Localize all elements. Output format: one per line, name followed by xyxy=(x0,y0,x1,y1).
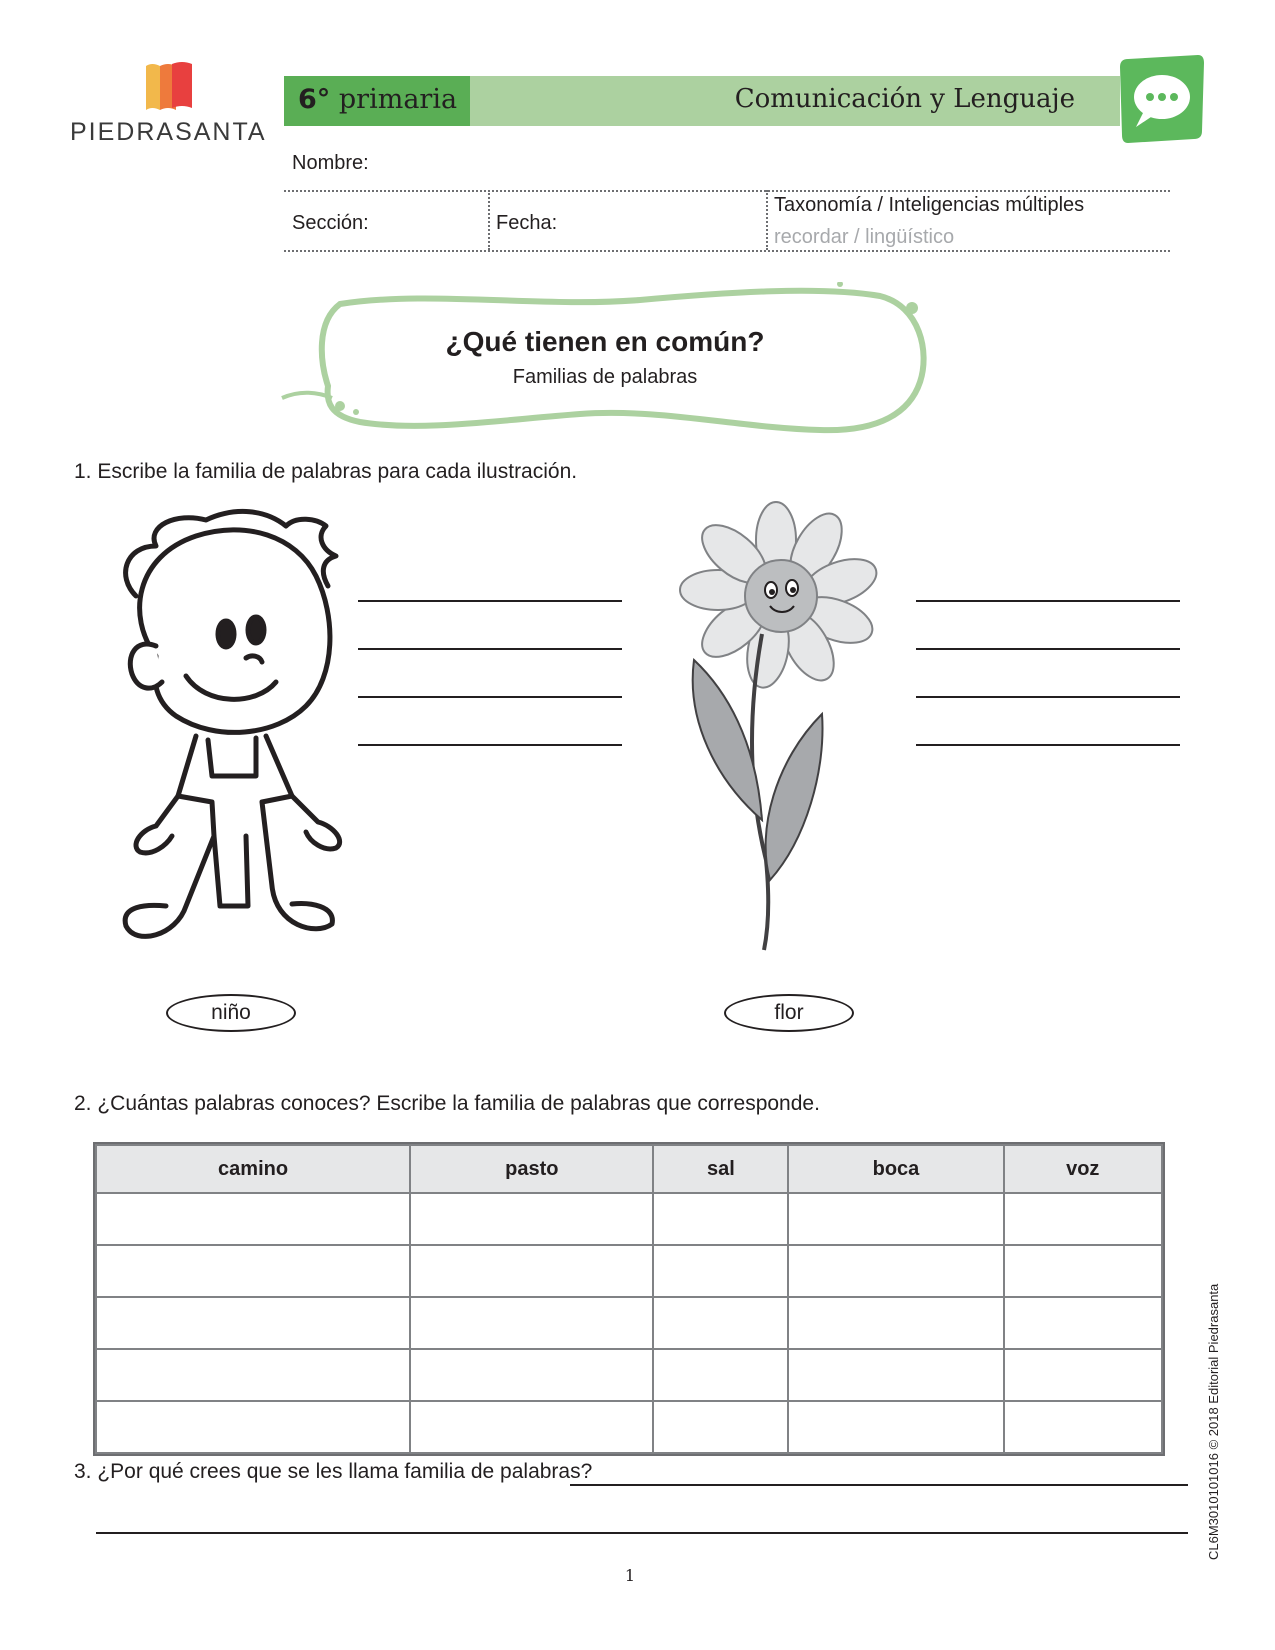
table-row xyxy=(96,1401,1162,1453)
answer-line[interactable] xyxy=(916,744,1180,746)
column-header: voz xyxy=(1004,1145,1163,1193)
flower-label: flor xyxy=(724,994,854,1032)
answer-line[interactable] xyxy=(358,696,622,698)
boy-label: niño xyxy=(166,994,296,1032)
divider xyxy=(766,190,768,250)
answer-line[interactable] xyxy=(916,600,1180,602)
answer-line[interactable] xyxy=(916,696,1180,698)
divider xyxy=(284,190,1170,192)
grade-number: 6° xyxy=(298,84,331,115)
answer-line[interactable] xyxy=(358,600,622,602)
table-cell[interactable] xyxy=(653,1245,788,1297)
table-cell[interactable] xyxy=(788,1349,1003,1401)
page-number: 1 xyxy=(624,1566,636,1585)
answer-line[interactable] xyxy=(358,744,622,746)
boy-illustration xyxy=(96,506,376,986)
table-row xyxy=(96,1349,1162,1401)
brand-logo-icon xyxy=(146,62,198,110)
table-cell[interactable] xyxy=(788,1193,1003,1245)
table-row xyxy=(96,1193,1162,1245)
taxonomy-label: Taxonomía / Inteligencias múltiples xyxy=(774,194,1085,216)
column-header: boca xyxy=(788,1145,1003,1193)
taxonomy-values: recordar / lingüístico xyxy=(774,226,955,248)
table-cell[interactable] xyxy=(1004,1349,1163,1401)
table-cell[interactable] xyxy=(1004,1297,1163,1349)
word-family-table xyxy=(95,1144,1163,1454)
table-cell[interactable] xyxy=(788,1245,1003,1297)
question-1: 1. Escribe la familia de palabras para cada ilustración. xyxy=(74,460,578,483)
table-cell[interactable] xyxy=(1004,1401,1163,1453)
column-header: camino xyxy=(96,1145,410,1193)
table-row xyxy=(96,1245,1162,1297)
table-cell[interactable] xyxy=(96,1401,410,1453)
section-label: Sección: xyxy=(292,212,369,234)
table-cell[interactable] xyxy=(96,1193,410,1245)
grade-badge xyxy=(284,76,470,126)
table-cell[interactable] xyxy=(653,1193,788,1245)
answer-line[interactable] xyxy=(916,648,1180,650)
table-cell[interactable] xyxy=(788,1401,1003,1453)
date-label: Fecha: xyxy=(496,212,558,234)
column-header: sal xyxy=(653,1145,788,1193)
subject-title: Comunicación y Lenguaje xyxy=(734,84,1075,114)
chat-bubble-icon xyxy=(1118,55,1204,149)
table-cell[interactable] xyxy=(653,1401,788,1453)
page-subtitle: Familias de palabras xyxy=(512,366,698,388)
divider xyxy=(284,250,1170,252)
table-cell[interactable] xyxy=(410,1193,653,1245)
table-cell[interactable] xyxy=(653,1297,788,1349)
table-cell[interactable] xyxy=(410,1297,653,1349)
answer-line[interactable] xyxy=(570,1484,1188,1486)
table-cell[interactable] xyxy=(788,1297,1003,1349)
answer-line[interactable] xyxy=(96,1532,1188,1534)
copyright-code: CL6M3010101016 © 2018 Editorial Piedrasanta xyxy=(1206,1283,1221,1560)
answer-line[interactable] xyxy=(358,648,622,650)
divider xyxy=(488,190,490,250)
title-bubble xyxy=(280,282,930,442)
table-cell[interactable] xyxy=(1004,1245,1163,1297)
table-cell[interactable] xyxy=(96,1297,410,1349)
name-label: Nombre: xyxy=(292,152,369,174)
page-title: ¿Qué tienen en común? xyxy=(445,326,765,357)
column-header: pasto xyxy=(410,1145,653,1193)
table-cell[interactable] xyxy=(410,1401,653,1453)
table-cell[interactable] xyxy=(653,1349,788,1401)
table-cell[interactable] xyxy=(1004,1193,1163,1245)
table-cell[interactable] xyxy=(96,1245,410,1297)
question-2: 2. ¿Cuántas palabras conoces? Escribe la familia de palabras que corresponde. xyxy=(74,1092,820,1115)
flower-illustration xyxy=(676,500,896,990)
grade-word: primaria xyxy=(338,84,458,115)
table-cell[interactable] xyxy=(96,1349,410,1401)
table-cell[interactable] xyxy=(410,1349,653,1401)
table-row xyxy=(96,1297,1162,1349)
table-cell[interactable] xyxy=(410,1245,653,1297)
question-3: 3. ¿Por qué crees que se les llama familia de palabras? xyxy=(74,1460,593,1483)
brand-name: PIEDRASANTA xyxy=(70,118,267,146)
